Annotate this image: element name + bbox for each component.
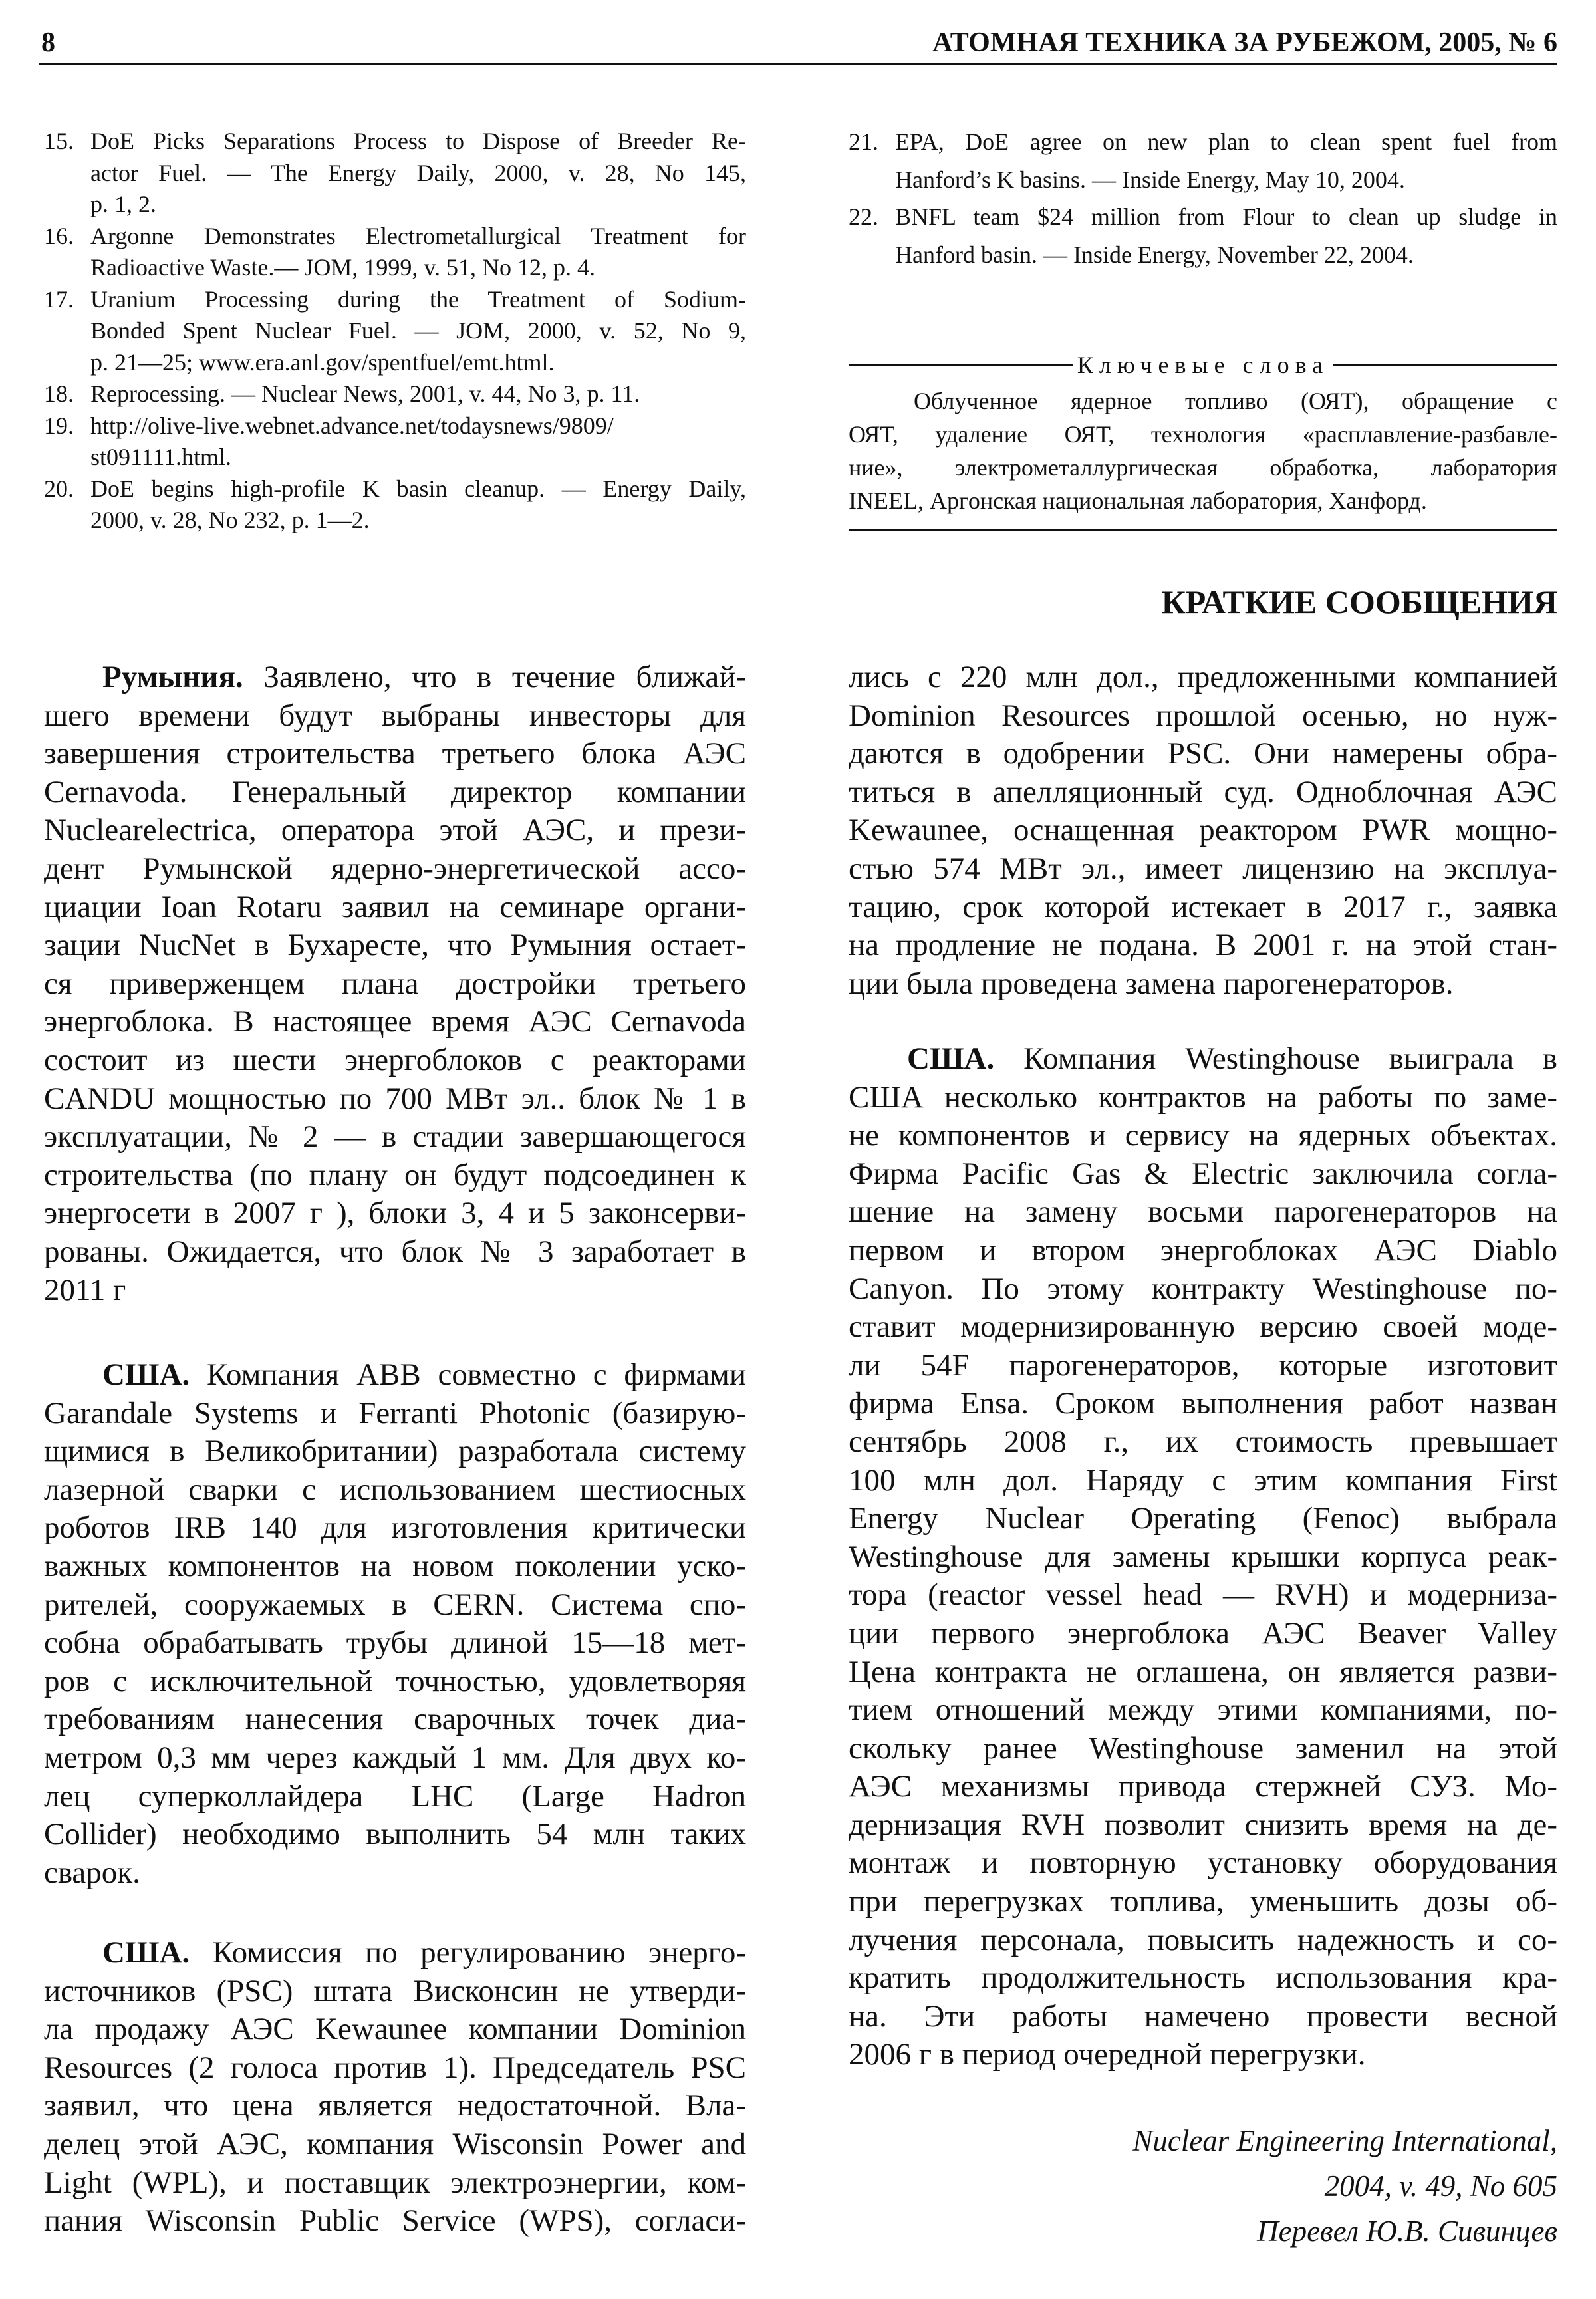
text-line — [849, 1844, 1557, 1883]
text-line — [44, 2010, 746, 2049]
text-line — [849, 697, 1557, 736]
text-content: эксплуатации, № 2 — в стадии завершающегося — [44, 1119, 746, 1154]
reference-text: EPA, DoE agree on new plan to clean spent fuel from — [895, 128, 1557, 155]
text-line — [849, 811, 1557, 850]
text-line — [44, 1854, 746, 1893]
text-line — [849, 1347, 1557, 1385]
text-line — [849, 1423, 1557, 1462]
news-item-usa-psc-continued — [849, 658, 1557, 1003]
text-line — [849, 1308, 1557, 1347]
reference-text: p. 1, 2. — [90, 191, 156, 217]
reference-text: http://olive-live.webnet.advance.net/todaysnews/9809/ — [90, 412, 614, 439]
reference-number: 16. — [44, 222, 74, 249]
text-line — [849, 1653, 1557, 1692]
text-content: шение на замену восьми парогенераторов на — [849, 1194, 1557, 1230]
text-content: циации Ioan Rotaru заявил на семинаре органи- — [44, 889, 746, 924]
text-line — [44, 1934, 746, 1972]
text-line — [44, 2125, 746, 2164]
text-content: Цена контракта не оглашена, он является разви- — [849, 1654, 1557, 1689]
country-lead: США. — [102, 1935, 190, 1970]
text-line — [44, 1509, 746, 1548]
text-content: энергоблока. В настоящее время АЭС Cernavoda — [44, 1004, 746, 1039]
text-line — [849, 1079, 1557, 1117]
text-line — [849, 1117, 1557, 1155]
text-content: Garandale Systems и Ferranti Photonic (базирую- — [44, 1395, 746, 1430]
reference-text: Uranium Processing during the Treatment of Sodium- — [90, 285, 746, 313]
text-line — [44, 697, 746, 736]
text-line — [44, 2202, 746, 2240]
text-line — [44, 850, 746, 888]
reference-line — [44, 252, 746, 284]
text-content: Collider) необходимо выполнить 54 млн таких — [44, 1817, 746, 1852]
reference-number: 15. — [44, 128, 74, 154]
text-content: состоит из шести энергоблоков с реакторами — [44, 1042, 746, 1077]
text-content: дернизация RVH позволит снизить время на де- — [849, 1807, 1557, 1842]
text-content: монтаж и повторную установку оборудования — [849, 1845, 1557, 1881]
text-line — [849, 1691, 1557, 1730]
text-content: 100 млн дол. Наряду с этим компания First — [849, 1462, 1557, 1498]
journal-title: АТОМНАЯ ТЕХНИКА ЗА РУБЕЖОМ, 2005, № 6 — [932, 27, 1557, 58]
text-content: дент Румынской ядерно-энергетической ассо- — [44, 851, 746, 886]
text-content: тием отношений между этими компаниями, по- — [849, 1692, 1557, 1728]
country-lead: Румыния. — [102, 660, 243, 694]
reference-item — [44, 378, 746, 410]
text-line — [849, 1768, 1557, 1806]
reference-line — [44, 189, 746, 221]
reference-text: Hanford’s K basins. — Inside Energy, May 10, 2004. — [895, 166, 1405, 193]
reference-number: 20. — [44, 475, 74, 502]
text-line — [44, 1432, 746, 1471]
text-line — [44, 1586, 746, 1625]
text-content: титься в апелляционный суд. Одноблочная АЭС — [849, 774, 1557, 809]
text-line — [44, 1471, 746, 1510]
text-line — [849, 2036, 1557, 2074]
reference-line — [849, 123, 1557, 161]
reference-text: 2000, v. 28, No 232, p. 1—2. — [90, 507, 370, 533]
text-line — [44, 773, 746, 812]
citation-line: Перевел Ю.В. Сивинцев — [1257, 2215, 1557, 2248]
text-line — [849, 1730, 1557, 1768]
text-line — [44, 1356, 746, 1395]
text-line — [44, 2087, 746, 2125]
text-line — [44, 658, 746, 697]
text-line — [44, 735, 746, 773]
text-content: Light (WPL), и поставщик электроэнергии, ком- — [44, 2165, 746, 2200]
news-item-usa-psc — [44, 1934, 746, 2240]
page-number: 8 — [41, 27, 55, 58]
text-content: Nuclearelectrica, оператора этой АЭС, и прези- — [44, 813, 746, 848]
reference-line — [44, 473, 746, 505]
text-content: делец этой АЭС, компания Wisconsin Power and — [44, 2126, 746, 2161]
keywords-rule — [849, 529, 1557, 531]
text-content: АЭС механизмы привода стержней СУЗ. Мо- — [849, 1769, 1557, 1804]
text-line — [849, 1155, 1557, 1194]
reference-item — [44, 473, 746, 537]
text-content: Kewaunee, оснащенная реактором PWR мощно- — [849, 813, 1557, 848]
source-citation — [1132, 2118, 1557, 2254]
news-item-usa-abb — [44, 1356, 746, 1892]
text-content: строительства (по плану он будут подсоединен к — [44, 1157, 746, 1192]
text-line — [849, 1385, 1557, 1423]
text-content: щимися в Великобритании) разработала систему — [44, 1434, 746, 1469]
text-content: CANDU мощностью по 700 МВт эл.. блок № 1 в — [44, 1081, 746, 1116]
reference-text: Reprocessing. — Nuclear News, 2001, v. 44, No 3, p. 11. — [90, 380, 640, 407]
text-line — [849, 1959, 1557, 1998]
reference-line — [44, 442, 746, 473]
text-line — [44, 1233, 746, 1272]
text-content: кратить продолжительность использования кра- — [849, 1961, 1557, 1996]
text-line — [44, 1739, 746, 1778]
text-line — [849, 1806, 1557, 1845]
reference-item — [44, 126, 746, 221]
text-content: Westinghouse для замены крышки корпуса реак- — [849, 1539, 1557, 1574]
section-heading: КРАТКИЕ СООБЩЕНИЯ — [1161, 583, 1557, 620]
text-content: заявил, что цена является недостаточной. Вла- — [44, 2088, 746, 2123]
reference-item — [849, 198, 1557, 273]
text-content: требованиям нанесения сварочных точек диа- — [44, 1702, 746, 1737]
text-content: метром 0,3 мм через каждый 1 мм. Для двух ко- — [44, 1740, 746, 1775]
citation-line: Nuclear Engineering International, — [1132, 2124, 1557, 2157]
text-content: ли 54F парогенераторов, которые изготовит — [849, 1347, 1557, 1383]
text-line — [44, 1118, 746, 1156]
text-line — [849, 658, 1557, 697]
keywords-title — [849, 351, 1557, 379]
text-content: Комиссия по регулированию энерго- — [190, 1935, 746, 1970]
text-line — [44, 965, 746, 1004]
text-content: роботов IRB 140 для изготовления критически — [44, 1510, 746, 1546]
text-content: лись с 220 млн дол., предложенными компанией — [849, 660, 1557, 694]
text-line — [849, 1193, 1557, 1232]
text-content: Dominion Resources прошлой осенью, но нуж- — [849, 698, 1557, 733]
reference-line — [44, 505, 746, 537]
text-content: пания Wisconsin Public Service (WPS), согласи- — [44, 2203, 746, 2238]
news-item-usa-westinghouse — [849, 1040, 1557, 2074]
text-content: шего времени будут выбраны инвесторы для — [44, 698, 746, 733]
references-left — [44, 126, 746, 537]
text-line — [44, 1700, 746, 1739]
divider — [1333, 364, 1557, 366]
text-line — [44, 1663, 746, 1701]
text-line — [44, 1816, 746, 1854]
text-line — [44, 2164, 746, 2203]
reference-text: Hanford basin. — Inside Energy, November 22, 2004. — [895, 241, 1414, 268]
reference-line — [44, 221, 746, 253]
text-content: первом и втором энергоблоках АЭС Diablo — [849, 1232, 1557, 1268]
text-line — [849, 926, 1557, 965]
text-line — [849, 1462, 1557, 1500]
text-content: Energy Nuclear Operating (Fenoc) выбрала — [849, 1501, 1557, 1536]
reference-line — [44, 378, 746, 410]
reference-item — [44, 221, 746, 284]
reference-line — [44, 158, 746, 190]
text-content: Компания ABB совместно с фирмами — [190, 1357, 746, 1392]
text-content: рованы. Ожидается, что блок № 3 заработает в — [44, 1234, 746, 1269]
divider — [849, 364, 1073, 366]
text-line — [849, 735, 1557, 773]
text-line — [849, 1500, 1557, 1538]
text-content: ции первого энергоблока АЭС Beaver Valley — [849, 1615, 1557, 1651]
reference-line — [44, 410, 746, 442]
keywords-line: Облученное ядерное топливо (ОЯТ), обращение с — [914, 388, 1557, 414]
text-content: даются в одобрении PSC. Они намерены обра- — [849, 736, 1557, 771]
text-line — [44, 1272, 746, 1310]
reference-item — [44, 284, 746, 379]
reference-line — [44, 347, 746, 379]
text-content: рителей, сооружаемых в CERN. Система спо- — [44, 1587, 746, 1622]
text-line — [44, 1003, 746, 1041]
reference-text: DoE Picks Separations Process to Dispose of Breeder Re- — [90, 128, 746, 154]
text-line — [44, 1548, 746, 1586]
text-content: Cernavoda. Генеральный директор компании — [44, 774, 746, 809]
reference-line — [849, 198, 1557, 236]
text-content: Заявлено, что в течение ближай- — [243, 660, 746, 694]
text-content: стью 574 МВт эл., имеет лицензию на эксплуа- — [849, 851, 1557, 886]
text-line — [44, 1080, 746, 1119]
text-content: Canyon. По этому контракту Westinghouse по- — [849, 1271, 1557, 1306]
reference-number: 18. — [44, 380, 74, 407]
text-content: Компания Westinghouse выиграла в — [994, 1041, 1557, 1076]
reference-number: 19. — [44, 412, 74, 439]
text-content: ся приверженцем плана достройки третьего — [44, 966, 746, 1001]
text-content: США несколько контрактов на работы по заме- — [849, 1079, 1557, 1115]
keywords-line: INEEL, Аргонская национальная лаборатория, Ханфорд. — [849, 487, 1427, 514]
keywords-title-text: Ключевые слова — [1077, 352, 1329, 378]
text-content: завершения строительства третьего блока АЭС — [44, 736, 746, 771]
text-content: на продление не подана. В 2001 г. на этой стан- — [849, 928, 1557, 963]
reference-number: 21. — [849, 128, 878, 155]
text-line — [44, 1624, 746, 1663]
reference-line — [44, 315, 746, 347]
text-content: ла продажу АЭС Kewaunee компании Dominion — [44, 2012, 746, 2047]
text-line — [44, 811, 746, 850]
reference-item — [44, 410, 746, 473]
text-content: скольку ранее Westinghouse заменил на этой — [849, 1730, 1557, 1766]
text-line — [849, 1998, 1557, 2036]
news-item-romania — [44, 658, 746, 1309]
text-content: не компонентов и сервису на ядерных объектах. — [849, 1118, 1557, 1153]
text-line — [849, 1040, 1557, 1079]
reference-item — [849, 123, 1557, 198]
text-content: 2006 г в период очередной перегрузки. — [849, 2037, 1366, 2072]
text-line — [849, 1232, 1557, 1270]
country-lead: США. — [102, 1357, 190, 1392]
text-line — [849, 1538, 1557, 1577]
keywords-line: ние», электрометаллургическая обработка, лаборатория — [849, 454, 1557, 481]
keywords-text — [849, 384, 1557, 517]
text-content: зации NucNet в Бухаресте, что Румыния остает- — [44, 928, 746, 963]
text-line — [849, 1921, 1557, 1960]
country-lead: США. — [907, 1041, 995, 1076]
text-content: 2011 г — [44, 1272, 126, 1307]
text-line — [44, 1194, 746, 1233]
text-line — [849, 1615, 1557, 1653]
text-content: энергосети в 2007 г ), блоки 3, 4 и 5 законсерви- — [44, 1196, 746, 1231]
reference-text: DoE begins high-profile K basin cleanup. — Energy Daily, — [90, 475, 746, 502]
text-line — [849, 888, 1557, 927]
text-content: фирма Ensa. Сроком выполнения работ назван — [849, 1386, 1557, 1421]
text-content: собна обрабатывать трубы длиной 15—18 мет- — [44, 1625, 746, 1661]
text-content: сентябрь 2008 г., их стоимость превышает — [849, 1424, 1557, 1459]
text-line — [44, 1778, 746, 1816]
text-content: важных компонентов на новом поколении уско- — [44, 1548, 746, 1583]
reference-text: BNFL team $24 million from Flour to clean up sludge in — [895, 203, 1557, 230]
keywords-line: ОЯТ, удаление ОЯТ, технология «расплавление-разбавле- — [849, 421, 1557, 448]
text-line — [849, 1883, 1557, 1921]
reference-line — [44, 284, 746, 316]
text-content: Resources (2 голоса против 1). Председатель PSC — [44, 2050, 746, 2085]
text-line — [44, 2049, 746, 2088]
text-line — [44, 926, 746, 965]
text-line — [849, 1270, 1557, 1309]
text-line — [849, 1576, 1557, 1615]
text-content: Фирма Pacific Gas & Electric заключила согла- — [849, 1156, 1557, 1191]
text-content: ции была проведена замена парогенераторов. — [849, 966, 1454, 1001]
text-content: лазерной сварки с использованием шестиосных — [44, 1472, 746, 1507]
references-right — [849, 123, 1557, 273]
text-line — [849, 965, 1557, 1004]
header-rule — [39, 63, 1557, 65]
reference-line — [849, 161, 1557, 199]
text-content: ров с исключительной точностью, удовлетворяя — [44, 1663, 746, 1698]
text-content: тора (reactor vessel head — RVH) и модерниза- — [849, 1577, 1557, 1613]
reference-line — [849, 236, 1557, 274]
citation-line: 2004, v. 49, No 605 — [1324, 2169, 1557, 2203]
text-content: ставит модернизированную версию своей моде- — [849, 1309, 1557, 1345]
text-content: на. Эти работы намечено провести весной — [849, 1998, 1557, 2034]
text-line — [849, 850, 1557, 888]
text-line — [44, 1972, 746, 2011]
text-line — [44, 1041, 746, 1080]
reference-text: Radioactive Waste.— JOM, 1999, v. 51, No 12, p. 4. — [90, 254, 596, 281]
reference-text: Argonne Demonstrates Electrometallurgical Treatment for — [90, 222, 746, 249]
reference-text: p. 21—25; www.era.anl.gov/spentfuel/emt.html. — [90, 348, 555, 376]
text-content: тацию, срок которой истекает в 2017 г., заявка — [849, 889, 1557, 924]
reference-text: actor Fuel. — The Energy Daily, 2000, v. 28, No 145, — [90, 159, 746, 186]
text-content: при перегрузках топлива, уменьшить дозы об- — [849, 1884, 1557, 1919]
reference-number: 22. — [849, 203, 878, 230]
text-line — [849, 773, 1557, 812]
reference-text: Bonded Spent Nuclear Fuel. — JOM, 2000, v. 52, No 9, — [90, 317, 746, 344]
text-content: лец суперколлайдера LHC (Large Hadron — [44, 1778, 746, 1814]
text-content: лучения персонала, повысить надежность и со- — [849, 1922, 1557, 1957]
text-content: сварок. — [44, 1855, 140, 1890]
reference-number: 17. — [44, 285, 74, 313]
text-line — [44, 1156, 746, 1195]
reference-line — [44, 126, 746, 158]
reference-text: st091111.html. — [90, 444, 232, 470]
text-line — [44, 888, 746, 927]
text-content: источников (PSC) штата Висконсин не утверди- — [44, 1973, 746, 2008]
text-line — [44, 1395, 746, 1433]
